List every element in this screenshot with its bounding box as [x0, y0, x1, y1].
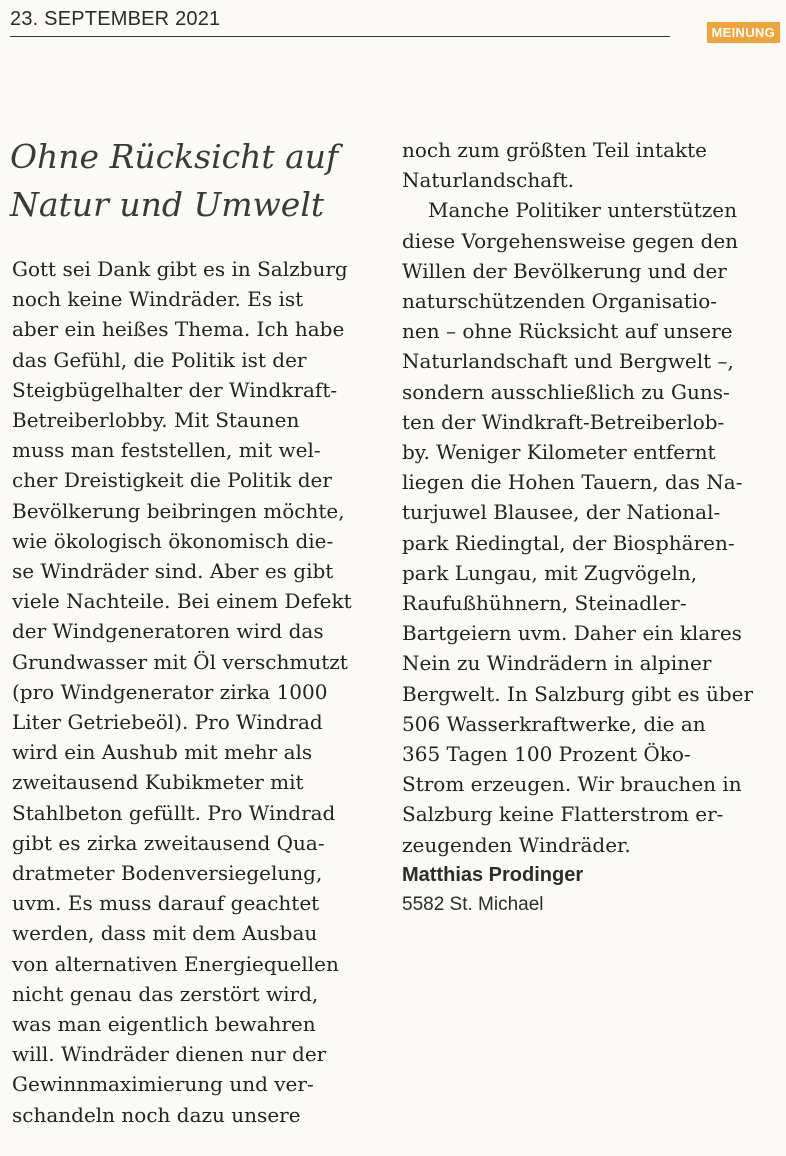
- text-line: schandeln noch dazu unsere: [12, 1102, 301, 1127]
- article-headline: [10, 133, 380, 229]
- text-line: Steigbügelhalter der Windkraft-: [12, 377, 338, 402]
- text-line: der Windgeneratoren wird das: [12, 619, 324, 644]
- text-line: naturschützenden Organisatio-: [402, 289, 718, 314]
- text-line: aber ein heißes Thema. Ich habe: [12, 317, 345, 342]
- text-line: muss man feststellen, mit wel-: [12, 438, 321, 463]
- text-line: diese Vorgehensweise gegen den: [402, 228, 739, 253]
- text-line: 506 Wasserkraftwerke, die an: [402, 711, 706, 736]
- text-line: turjuwel Blausee, der National-: [402, 500, 721, 525]
- text-line: noch zum größten Teil intakte: [402, 138, 707, 162]
- text-line: dratmeter Bodenversiegelung,: [12, 861, 323, 886]
- text-line: was man eigentlich bewahren: [12, 1012, 316, 1037]
- text-line: werden, dass mit dem Ausbau: [12, 921, 318, 946]
- text-line: wird ein Aushub mit mehr als: [12, 740, 313, 765]
- text-line: by. Weniger Kilometer entfernt: [402, 440, 716, 465]
- text-line: Manche Politiker unterstützen: [428, 198, 738, 223]
- text-line: zweitausend Kubikmeter mit: [12, 770, 304, 795]
- author-location: 5582 St. Michael: [402, 893, 544, 915]
- text-line: sondern ausschließlich zu Guns-: [402, 379, 730, 404]
- text-line: Raufußhühnern, Steinadler-: [402, 591, 687, 616]
- text-line: Salzburg keine Flatterstrom er-: [402, 802, 724, 827]
- text-line: Naturlandschaft.: [402, 168, 574, 193]
- text-line: Betreiberlobby. Mit Staunen: [12, 408, 300, 433]
- text-line: wie ökologisch ökonomisch die-: [12, 528, 334, 553]
- text-line: noch keine Windräder. Es ist: [12, 287, 304, 312]
- text-line: Naturlandschaft und Bergwelt –,: [402, 349, 734, 374]
- text-line: Gewinnmaximierung und ver-: [12, 1072, 314, 1097]
- text-line: Stahlbeton gefüllt. Pro Windrad: [12, 800, 336, 825]
- text-line: nen – ohne Rücksicht auf unsere: [402, 319, 733, 344]
- text-line: Bergwelt. In Salzburg gibt es über: [402, 681, 754, 706]
- text-line: park Riedingtal, der Biosphären-: [402, 530, 735, 555]
- text-line: se Windräder sind. Aber es gibt: [12, 559, 334, 584]
- text-line: Willen der Bevölkerung und der: [402, 258, 727, 283]
- text-line: uvm. Es muss darauf geachtet: [12, 891, 320, 916]
- page-header: [10, 8, 780, 42]
- author-name: Matthias Prodinger: [402, 863, 584, 886]
- text-line: will. Windräder dienen nur der: [12, 1042, 327, 1067]
- text-line: Grundwasser mit Öl verschmutzt: [12, 649, 348, 674]
- issue-date: 23. SEPTEMBER 2021: [10, 8, 221, 30]
- text-line: liegen die Hohen Tauern, das Na-: [402, 470, 743, 495]
- text-line: Strom erzeugen. Wir brauchen in: [402, 772, 742, 797]
- text-line: Bartgeiern uvm. Daher ein klares: [402, 621, 742, 646]
- text-line: 365 Tagen 100 Prozent Öko-: [402, 742, 691, 767]
- article-column-left: [12, 254, 382, 1130]
- headline-line: Ohne Rücksicht auf: [10, 137, 339, 176]
- text-line: viele Nachteile. Bei einem Defekt: [12, 589, 352, 614]
- text-line: das Gefühl, die Politik ist der: [12, 347, 307, 372]
- text-line: gibt es zirka zweitausend Qua-: [12, 830, 325, 855]
- headline-line: Natur und Umwelt: [10, 185, 325, 224]
- header-rule: [10, 36, 670, 37]
- text-line: ten der Windkraft-Betreiberlob-: [402, 409, 725, 434]
- section-badge: MEINUNG: [707, 22, 781, 43]
- text-line: (pro Windgenerator zirka 1000: [12, 679, 328, 704]
- article-column-right: [402, 135, 774, 920]
- text-line: Liter Getriebeöl). Pro Windrad: [12, 710, 323, 735]
- text-line: von alternativen Energiequellen: [12, 951, 339, 976]
- text-line: zeugenden Windräder.: [402, 832, 631, 857]
- text-line: Gott sei Dank gibt es in Salzburg: [12, 257, 348, 281]
- text-line: Bevölkerung beibringen möchte,: [12, 498, 345, 523]
- text-line: cher Dreistigkeit die Politik der: [12, 468, 332, 493]
- text-line: nicht genau das zerstört wird,: [12, 981, 319, 1006]
- text-line: Nein zu Windrädern in alpiner: [402, 651, 712, 676]
- text-line: park Lungau, mit Zugvögeln,: [402, 560, 698, 585]
